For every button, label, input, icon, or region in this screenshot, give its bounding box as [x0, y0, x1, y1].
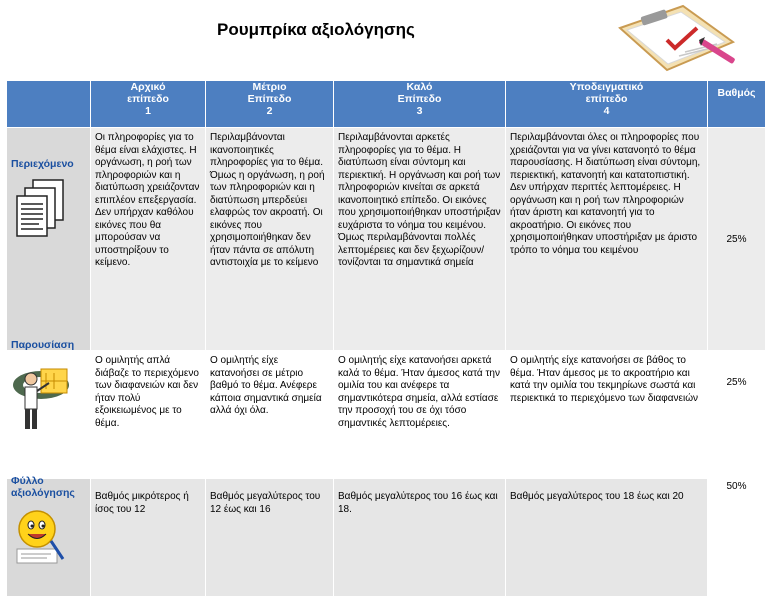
- row-label: Παρουσίαση: [11, 339, 75, 351]
- level-1-cell: Οι πληροφορίες για το θέμα είναι ελάχιστες. Η οργάνωση, η ροή των πληροφοριών και η διατύπωση χρειάζονταν επιπλέον επεξεργασία. Δεν υπήρχαν καθόλου εικόνες που θα μπορούσαν να υποστηρίξουν το κείμενο.: [91, 128, 206, 351]
- grade-cell: 25%: [708, 351, 766, 479]
- table-row: [7, 351, 766, 479]
- level-1-word: επίπεδο: [127, 93, 169, 105]
- level-1-name: Αρχικό: [130, 81, 166, 93]
- header-level-4: [506, 81, 708, 128]
- header-level-3: [334, 81, 506, 128]
- row-label: Φύλλο αξιολόγησης: [11, 475, 75, 499]
- level-1-number: 1: [145, 105, 151, 117]
- level-2-name: Μέτριο: [252, 81, 287, 93]
- level-1-cell: Βαθμός μικρότερος ή ίσος του 12: [91, 479, 206, 597]
- grade-cell: 25%: [708, 128, 766, 351]
- header-grade: Βαθμός: [708, 81, 766, 128]
- page-title: Ρουμπρίκα αξιολόγησης: [217, 20, 415, 39]
- level-3-cell: Ο ομιλητής είχε κατανοήσει αρκετά καλά το θέμα. Ήταν άμεσος κατά την ομιλία του και ανέφερε τα σημαντικότερα σημεία, αλλά εστίασε την προσοχή του σε όχι τόσο σημαντικές λεπτομέρειες.: [334, 351, 506, 479]
- rubric-table: [6, 80, 766, 597]
- smiley-writing-icon: [11, 505, 88, 572]
- level-4-cell: Περιλαμβάνονται όλες οι πληροφορίες που χρειάζονται για να γίνει κατανοητό το θέμα παρουσίασης. Η διατύπωση είναι σύντομη, περιεκτική, κατανοητή και κατατοπιστική. Δεν υπήρχαν περιττές λεπτομέρειες. Η οργάνωση και η ροή των πληροφοριών ήταν άριστη και κατανοητή για το ακροατήριο. Οι εικόνες που χρησιμοποιήθηκαν υποστήριξαν με άριστο τρόπο το νόημα του κειμένου: [506, 128, 708, 351]
- table-row: [7, 128, 766, 351]
- level-4-cell: Ο ομιλητής είχε κατανοήσει σε βάθος το θέμα. Ήταν άμεσος με το ακροατήριο και κατά την ομιλία του τεκμηρίωνε σωστά και περιεκτικά το περιεχόμενο των διαφανειών: [506, 351, 708, 479]
- level-2-cell: Ο ομιλητής είχε κατανοήσει σε μέτριο βαθμό το θέμα. Ανέφερε κάποια σημαντικά σημεία αλλά όχι όλα.: [206, 351, 334, 479]
- level-3-number: 3: [416, 105, 423, 117]
- grade-cell: 50%: [708, 479, 766, 597]
- level-4-name: Υποδειγματικό: [569, 81, 644, 93]
- header-level-2: [206, 81, 334, 128]
- level-3-name: Καλό: [406, 81, 433, 93]
- header-row: [7, 81, 766, 128]
- level-1-cell: Ο ομιλητής απλά διάβαζε το περιεχόμενο των διαφανειών και δεν ήταν πολύ εξοικειωμένος με το θέμα.: [91, 351, 206, 479]
- header-empty: [7, 81, 91, 128]
- row-label: Περιεχόμενο: [11, 158, 74, 170]
- header-level-1: [91, 81, 206, 128]
- table-row: [7, 479, 766, 597]
- level-3-word: Επίπεδο: [397, 93, 442, 105]
- level-2-number: 2: [266, 105, 273, 117]
- row-label-cell: [7, 128, 91, 351]
- row-label-cell: [7, 475, 91, 597]
- level-3-cell: Βαθμός μεγαλύτερος του 16 έως και 18.: [334, 479, 506, 597]
- documents-icon: [11, 176, 88, 251]
- row-label-cell: [7, 339, 91, 479]
- level-4-word: επίπεδο: [585, 93, 628, 105]
- level-4-number: 4: [603, 105, 610, 117]
- level-2-cell: Περιλαμβάνονται ικανοποιητικές πληροφορίες για το θέμα. Όμως η οργάνωση, η ροή των πληροφοριών και η διατύπωση μπερδεύει ελαφρώς τον ακροατή. Οι εικόνες που χρησιμοποιήθηκαν δεν ήταν πάντα σε απόλυτη αντιστοιχία με το κείμενο: [206, 128, 334, 351]
- clipboard-pencil-icon: [605, 4, 740, 76]
- level-4-cell: Βαθμός μεγαλύτερος του 18 έως και 20: [506, 479, 708, 597]
- level-2-cell: Βαθμός μεγαλύτερος του 12 έως και 16: [206, 479, 334, 597]
- presenter-icon: [11, 357, 88, 442]
- level-2-word: Επίπεδο: [247, 93, 292, 105]
- level-3-cell: Περιλαμβάνονται αρκετές πληροφορίες για το θέμα. Η διατύπωση είναι σύντομη και περιεκτική. Η οργάνωση και ροή των πληροφοριών κινείται σε αρκετά ικανοποιητικό επίπεδο. Οι εικόνες που χρησιμοποιήθηκαν υποστήριξαν ευχάριστα το νόημα του κειμένου. Όμως περιλαμβάνονται πολλές λεπτομέρειες και δεν ξεχωρίζουν/τονίζονται τα σημαντικά σημεία: [334, 128, 506, 351]
